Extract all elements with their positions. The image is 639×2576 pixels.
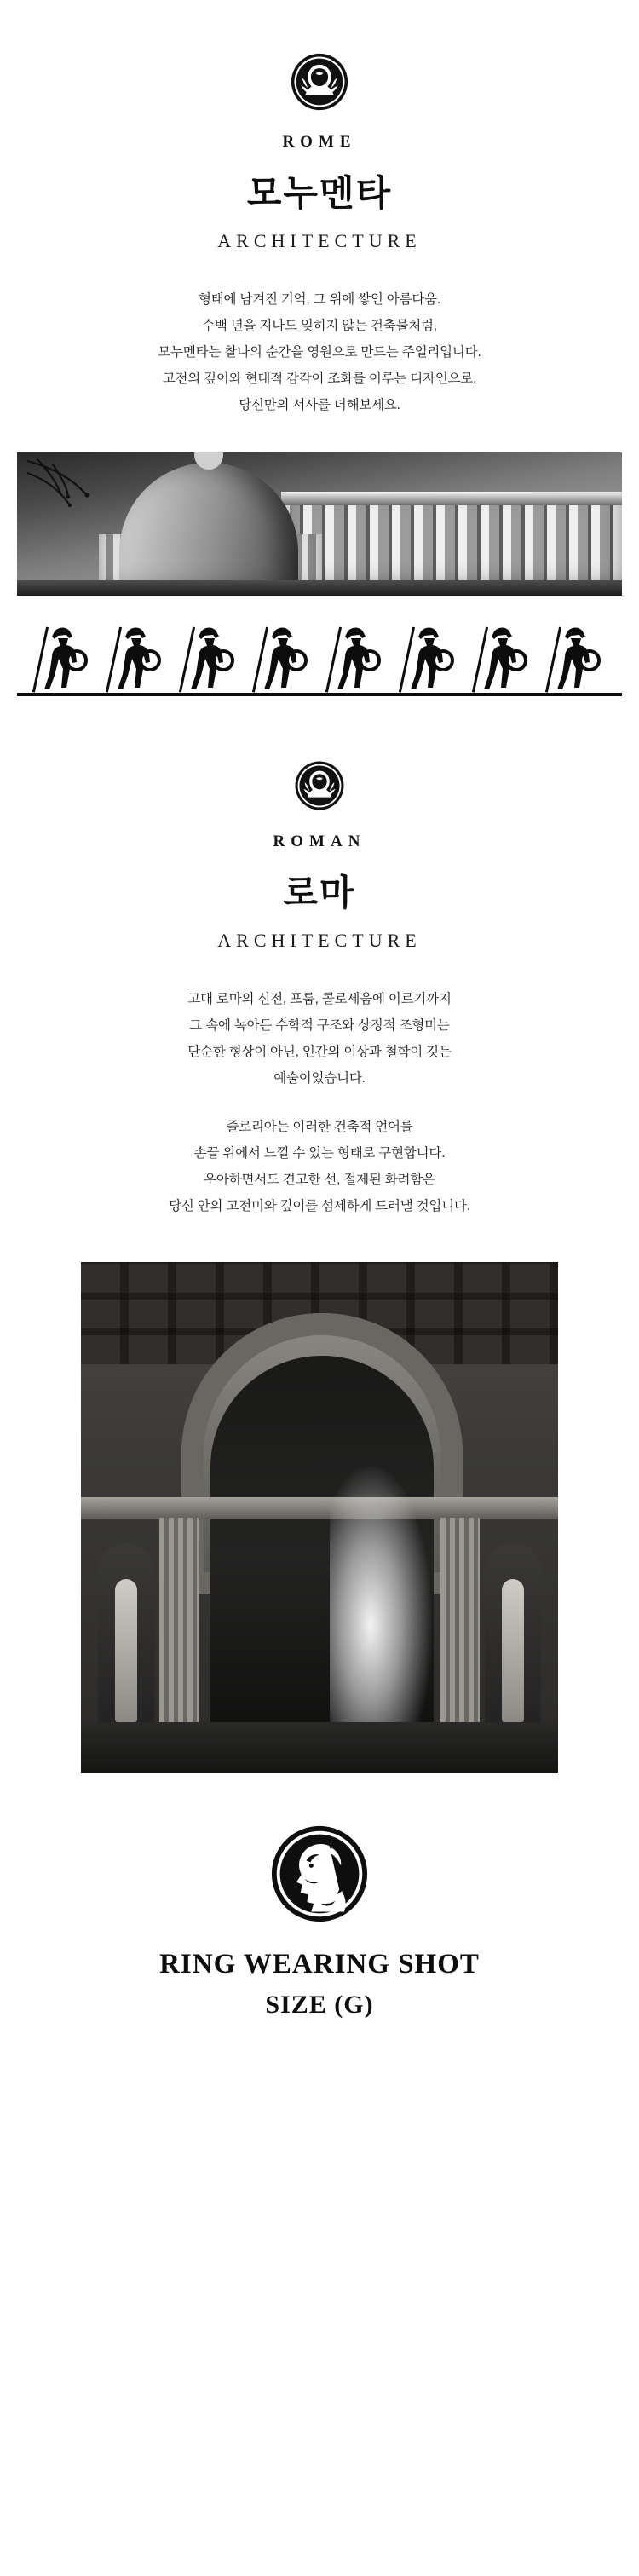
hero-image bbox=[17, 452, 622, 596]
copy-line: 단순한 형상이 아닌, 인간의 이상과 철학이 깃든 bbox=[187, 1045, 452, 1059]
hoplite-frieze bbox=[17, 621, 622, 700]
classical-profile-coin-emblem bbox=[270, 1824, 369, 1923]
spacer bbox=[0, 216, 639, 230]
paragraph-two bbox=[0, 1114, 639, 1219]
intro-copy bbox=[0, 286, 639, 418]
spacer bbox=[0, 112, 639, 133]
bottom-spacer bbox=[0, 2020, 639, 2054]
section-two-copy bbox=[0, 986, 639, 1219]
copy-line: 손끝 위에서 느낄 수 있는 형태로 구현합니다. bbox=[193, 1146, 446, 1161]
spacer bbox=[0, 1219, 639, 1262]
intro-line: 수백 년을 지나도 잊히지 않는 건축물처럼, bbox=[202, 319, 437, 333]
intro-line: 당신만의 서사를 더해보세요. bbox=[239, 398, 400, 412]
spacer bbox=[0, 152, 639, 165]
tree-branch-silhouette bbox=[27, 456, 155, 524]
copy-line: 고대 로마의 신전, 포룸, 콜로세움에 이르기까지 bbox=[187, 992, 452, 1006]
intro-line: 형태에 남겨진 기억, 그 위에 쌓인 아름다움. bbox=[199, 292, 440, 307]
brand-subtitle: ARCHITECTURE bbox=[217, 230, 422, 251]
section-two-title: 로마 bbox=[283, 873, 356, 913]
light-glow bbox=[330, 1467, 432, 1731]
brand-eyebrow: ROME bbox=[282, 133, 357, 151]
section-two-eyebrow: ROMAN bbox=[273, 833, 366, 850]
page-title: 모누멘타 bbox=[246, 173, 393, 213]
statue-right bbox=[502, 1579, 524, 1722]
spacer bbox=[0, 1980, 639, 1991]
spacer bbox=[0, 916, 639, 930]
footer-subtitle: SIZE (G) bbox=[265, 1991, 374, 2019]
paragraph-one bbox=[0, 986, 639, 1092]
spacer bbox=[0, 851, 639, 865]
spacer bbox=[0, 700, 639, 759]
floor bbox=[81, 1722, 558, 1773]
intro-line: 모누멘타는 찰나의 순간을 영원으로 만드는 주얼리입니다. bbox=[158, 345, 481, 360]
spacer bbox=[0, 418, 639, 452]
entablature bbox=[81, 1497, 558, 1519]
cornice bbox=[281, 492, 622, 505]
photo-base-shadow bbox=[17, 580, 622, 596]
spacer bbox=[0, 252, 639, 286]
copy-line: 예술이었습니다. bbox=[273, 1071, 366, 1086]
laurel-wreath-head-emblem bbox=[293, 759, 346, 812]
spacer bbox=[0, 1773, 639, 1824]
section-two-emblem bbox=[0, 759, 639, 812]
footer-emblem bbox=[0, 1824, 639, 1923]
spacer bbox=[0, 1923, 639, 1949]
arch-image bbox=[81, 1262, 558, 1773]
hoplite-frieze-graphic bbox=[17, 621, 622, 700]
copy-line: 그 속에 녹아든 수학적 구조와 상징적 조형미는 bbox=[189, 1018, 450, 1033]
top-spacer bbox=[0, 0, 639, 51]
spacer bbox=[0, 952, 639, 986]
laurel-wreath-head-emblem bbox=[289, 51, 350, 112]
spacer bbox=[0, 596, 639, 621]
intro-line: 고전의 깊이와 현대적 감각이 조화를 이루는 디자인으로, bbox=[162, 372, 477, 386]
footer-title: RING WEARING SHOT bbox=[159, 1949, 480, 1980]
copy-line: 우아하면서도 견고한 선, 절제된 화려함은 bbox=[204, 1173, 435, 1187]
statue-left bbox=[115, 1579, 137, 1722]
section-two-subtitle: ARCHITECTURE bbox=[217, 930, 422, 951]
spacer bbox=[0, 812, 639, 833]
copy-line: 즐로리아는 이러한 건축적 언어를 bbox=[226, 1120, 413, 1134]
copy-line: 당신 안의 고전미와 깊이를 섬세하게 드러낼 것입니다. bbox=[169, 1199, 470, 1213]
brand-emblem bbox=[0, 51, 639, 112]
